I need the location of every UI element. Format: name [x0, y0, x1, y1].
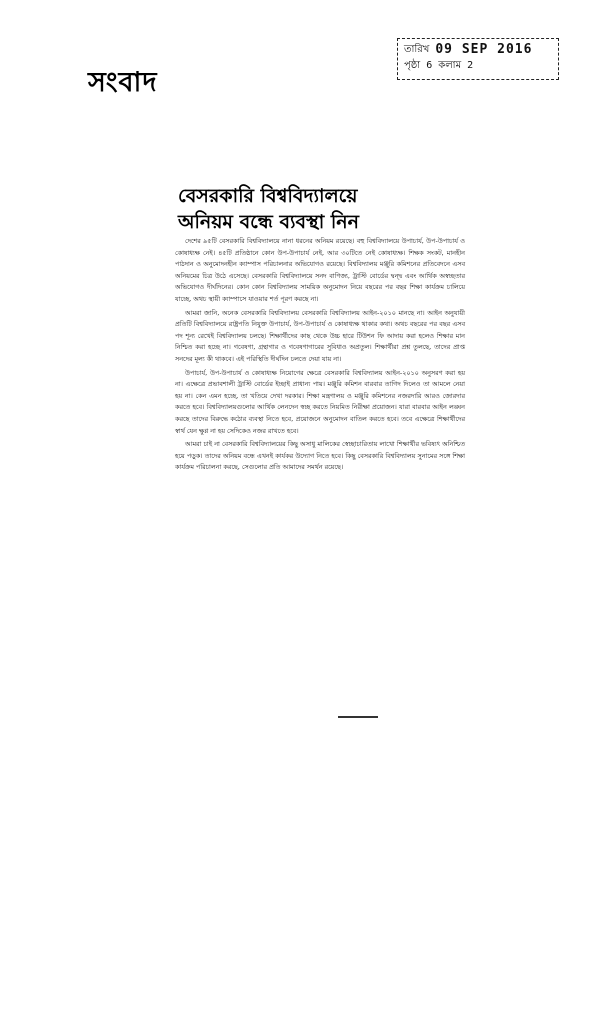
stamp-column-value: 2 — [467, 60, 474, 71]
article-body — [175, 236, 465, 476]
headline-line-1: বেসরকারি বিশ্ববিদ্যালয়ে — [178, 185, 358, 207]
article-paragraph: আমরা চাই না বেসরকারি বিশ্ববিদ্যালয়ের কিছু অসাধু মালিকের স্বেচ্ছাচারিতায় লাখো শিক্ষার্থীর ভবিষ্যৎ অনিশ্চিত হয়ে পড়ুক। তাদের অনিয়ম বন্ধে এখনই কার্যকর উদ্যোগ নিতে হবে। কিছু বেসরকারি বিশ্ববিদ্যালয় সুনামের সঙ্গে শিক্ষা কার্যক্রম পরিচালনা করছে, সেগুলোর প্রতি আমাদের সমর্থন রয়েছে। — [175, 440, 465, 472]
stamp-date-label: তারিখ — [404, 44, 430, 55]
clipping-date-stamp — [397, 38, 559, 80]
newspaper-masthead: সংবাদ — [88, 67, 158, 98]
article-headline — [178, 183, 378, 235]
article-paragraph: দেশের ৯৫টি বেসরকারি বিশ্ববিদ্যালয়ে নানা ধরনের অনিয়ম রয়েছে। বহু বিশ্ববিদ্যালয়ে উপাচার্য, উপ-উপাচার্য ও কোষাধ্যক্ষ নেই। ৪৫টি প্রতিষ্ঠানে কোন উপ-উপাচার্য নেই, আর ৩০টিতে নেই কোষাধ্যক্ষ। শিক্ষক সংকট, মানহীন পাঠদান ও অনুমোদনহীন ক্যাম্পাস পরিচালনার অভিযোগও রয়েছে। বিশ্ববিদ্যালয় মঞ্জুরি কমিশনের প্রতিবেদনে এসব অনিয়মের চিত্র উঠে এসেছে। বেসরকারি বিশ্ববিদ্যালয়ে সনদ বাণিজ্য, ট্রাস্টি বোর্ডের দ্বন্দ্ব এবং আর্থিক অস্বচ্ছতার অভিযোগও দীর্ঘদিনের। কোন কোন বিশ্ববিদ্যালয় সাময়িক অনুমোদন নিয়ে বছরের পর বছর শিক্ষা কার্যক্রম চালিয়ে যাচ্ছে, অথচ স্থায়ী ক্যাম্পাসে যাওয়ার শর্ত পূরণ করছে না। — [175, 237, 465, 303]
stamp-page-label: পৃষ্ঠা — [404, 60, 421, 71]
article-paragraph: আমরা জানি, অনেক বেসরকারি বিশ্ববিদ্যালয় বেসরকারি বিশ্ববিদ্যালয় আইন-২০১০ মানছে না। আইন অনুযায়ী প্রতিটি বিশ্ববিদ্যালয়ে রাষ্ট্রপতি নিযুক্ত উপাচার্য, উপ-উপাচার্য ও কোষাধ্যক্ষ থাকার কথা। অথচ বছরের পর বছর এসব পদ শূন্য রেখেই বিশ্ববিদ্যালয় চলছে। শিক্ষার্থীদের কাছ থেকে উচ্চ হারে টিউশন ফি আদায় করা হলেও শিক্ষার মান নিশ্চিত করা হচ্ছে না। গবেষণা, গ্রন্থাগার ও গবেষণাগারের সুবিধাও অপ্রতুল। শিক্ষার্থীরা প্রশ্ন তুলছে, তাদের প্রাপ্ত সনদের মূল্য কী থাকবে। এই পরিস্থিতি দীর্ঘদিন চলতে দেয়া যায় না। — [175, 308, 465, 363]
headline-line-2: অনিয়ম বন্ধে ব্যবস্থা নিন — [178, 211, 359, 233]
stamp-date-value: 09 SEP 2016 — [435, 42, 533, 57]
stamp-column-label: কলাম — [438, 60, 462, 71]
end-rule — [338, 716, 378, 718]
stamp-page-value: 6 — [426, 60, 433, 71]
article-paragraph: উপাচার্য, উপ-উপাচার্য ও কোষাধ্যক্ষ নিয়োগের ক্ষেত্রে বেসরকারি বিশ্ববিদ্যালয় আইন-২০১০ অনুসরণ করা হয় না। এক্ষেত্রে প্রভাবশালী ট্রাস্টি বোর্ডের ইচ্ছাই প্রাধান্য পায়। মঞ্জুরি কমিশন বারবার তাগিদ দিলেও তা আমলে নেয়া হয় না। কেন এমন হচ্ছে, তা খতিয়ে দেখা দরকার। শিক্ষা মন্ত্রণালয় ও মঞ্জুরি কমিশনের নজরদারি আরও জোরদার করতে হবে। বিশ্ববিদ্যালয়গুলোর আর্থিক লেনদেন স্বচ্ছ করতে নিয়মিত নিরীক্ষা প্রয়োজন। যারা বারবার আইন লঙ্ঘন করছে তাদের বিরুদ্ধে কঠোর ব্যবস্থা নিতে হবে, প্রয়োজনে অনুমোদন বাতিল করতে হবে। তবে এক্ষেত্রে শিক্ষার্থীদের স্বার্থ যেন ক্ষুণ্ণ না হয় সেদিকেও নজর রাখতে হবে। — [175, 368, 465, 435]
